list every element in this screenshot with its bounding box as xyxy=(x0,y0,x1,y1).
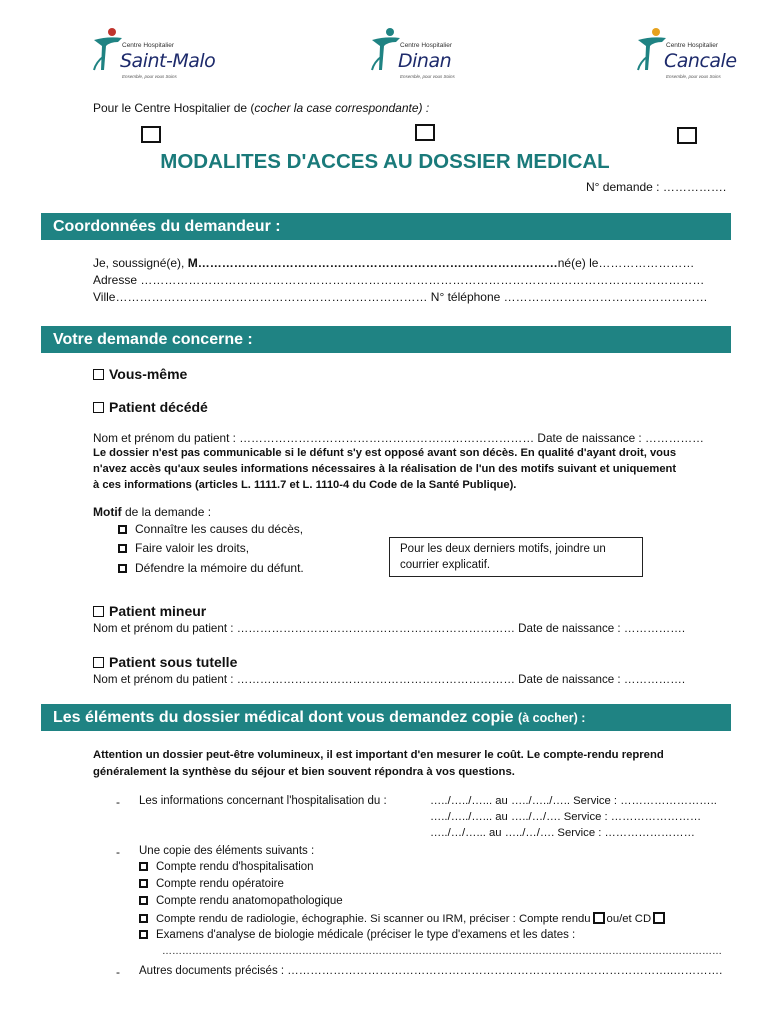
checkbox-dinan[interactable] xyxy=(415,124,435,141)
logo-tagline: Ensemble, pour vous Soins xyxy=(666,74,721,79)
biology-dots-line: …………………………………………………………………………………………………………………………………………………… xyxy=(162,946,722,957)
logo-small-text: Centre Hospitalier xyxy=(122,42,175,49)
motif-item[interactable]: Connaître les causes du décès, xyxy=(118,522,303,536)
copy-item[interactable]: Compte rendu d'hospitalisation xyxy=(139,861,314,873)
copy-label: Une copie des éléments suivants : xyxy=(139,845,315,857)
checkbox-tutelle[interactable] xyxy=(93,657,104,668)
checkbox-cr-radiologie[interactable] xyxy=(139,914,148,923)
copy-item[interactable]: Examens d'analyse de biologie médicale (préciser le type d'examens et les dates : xyxy=(139,929,575,941)
requester-name-line: Je, soussigné(e), M………………………………………………………………………………né(e) le…………………… xyxy=(93,256,695,270)
logo-saint-malo xyxy=(90,26,230,82)
checkbox-motif-causes[interactable] xyxy=(118,525,127,534)
checkbox-self[interactable] xyxy=(93,369,104,380)
logo-dinan xyxy=(368,26,488,82)
section-header-elements: Les éléments du dossier médical dont vous demandez copie (à cocher) : xyxy=(41,704,731,731)
option-tutelle[interactable]: Patient sous tutelle xyxy=(93,654,237,670)
deceased-warning-1: Le dossier n'est pas communicable si le défunt s'y est opposé avant son décès. En qualité d'ayant droit, vous xyxy=(93,447,677,459)
hospitalisation-label: Les informations concernant l'hospitalisation du : xyxy=(139,795,387,807)
logo-name: Dinan xyxy=(398,50,452,72)
requester-city-line: Ville…………………………………………………………………… N° téléphone …………………………………………… xyxy=(93,290,708,304)
hospital-figure-icon xyxy=(90,26,124,82)
hospitalisation-row: …../…../…... au …../…../….. Service : …………………….. xyxy=(430,795,717,807)
option-self[interactable]: Vous-même xyxy=(93,366,187,382)
elements-warning-1: Attention un dossier peut-être volumineux, il est important d'en mesurer le coût. Le compte-rendu reprend xyxy=(93,749,664,761)
deceased-warning-2: n'avez accès qu'aux seules informations nécessaires à la réalisation de l'un des motifs suivant et uniquement xyxy=(93,463,677,475)
copy-item[interactable]: Compte rendu opératoire xyxy=(139,878,284,890)
checkbox-compte-rendu[interactable] xyxy=(593,912,605,924)
requester-address-line: Adresse …………………………………………………………………………………………………………………………… xyxy=(93,273,705,287)
tutelle-name-line: Nom et prénom du patient : ……………………………………………………………… Date de naissance : ……………. xyxy=(93,673,686,686)
checkbox-motif-memory[interactable] xyxy=(118,564,127,573)
checkbox-saint-malo[interactable] xyxy=(141,126,161,143)
motif-note-box: Pour les deux derniers motifs, joindre un courrier explicatif. xyxy=(389,537,643,577)
logo-small-text: Centre Hospitalier xyxy=(666,42,719,49)
copy-item[interactable]: Compte rendu anatomopathologique xyxy=(139,895,343,907)
section-header-requester: Coordonnées du demandeur : xyxy=(41,213,731,240)
dash: - xyxy=(116,845,120,859)
section-header-concern: Votre demande concerne : xyxy=(41,326,731,353)
checkbox-deceased[interactable] xyxy=(93,402,104,413)
copy-item-radiology[interactable]: Compte rendu de radiologie, échographie. Si scanner ou IRM, préciser : Compte rendu ou/et CD xyxy=(139,912,667,925)
deceased-name-line: Nom et prénom du patient : ………………………………………………………………… Date de naissance : …………… xyxy=(93,431,704,445)
logo-name: Saint-Malo xyxy=(120,50,216,72)
motif-label: Motif de la demande : xyxy=(93,505,212,519)
dash: - xyxy=(116,795,120,809)
logo-tagline: Ensemble, pour vous Soins xyxy=(400,74,455,79)
motif-item[interactable]: Faire valoir les droits, xyxy=(118,541,249,555)
checkbox-motif-rights[interactable] xyxy=(118,544,127,553)
checkbox-cr-hospitalisation[interactable] xyxy=(139,862,148,871)
option-minor[interactable]: Patient mineur xyxy=(93,603,206,619)
checkbox-minor[interactable] xyxy=(93,606,104,617)
checkbox-cr-operatoire[interactable] xyxy=(139,879,148,888)
option-deceased[interactable]: Patient décédé xyxy=(93,399,208,415)
checkbox-biologie[interactable] xyxy=(139,930,148,939)
hospitalisation-row: …../…../…... au …../…/…. Service : …………………… xyxy=(430,811,702,823)
other-documents-line: Autres documents précisés : ………………………………………………………………………………………..…………. xyxy=(139,965,723,977)
page-title: MODALITES D'ACCES AU DOSSIER MEDICAL xyxy=(160,150,610,173)
hospitalisation-row: …../…/…... au …../…/…. Service : …………………… xyxy=(430,827,695,839)
logo-name: Cancale xyxy=(664,50,737,72)
motif-item[interactable]: Défendre la mémoire du défunt. xyxy=(118,561,304,575)
deceased-warning-3: à ces informations (articles L. 1111.7 et L. 1110-4 du Code de la Santé Publique). xyxy=(93,479,517,491)
hospital-figure-icon xyxy=(368,26,402,82)
logo-tagline: Ensemble, pour vous Soins xyxy=(122,74,177,79)
elements-warning-2: généralement la synthèse du séjour et bien souvent répondra à vos questions. xyxy=(93,766,515,778)
hospital-figure-icon xyxy=(634,26,668,82)
minor-name-line: Nom et prénom du patient : ……………………………………………………………… Date de naissance : ……………. xyxy=(93,622,686,635)
logo-cancale xyxy=(634,26,744,82)
checkbox-cr-anatomopathologique[interactable] xyxy=(139,896,148,905)
dash: - xyxy=(116,965,120,979)
intro-line: Pour le Centre Hospitalier de (cocher la case correspondante) : xyxy=(93,101,430,115)
checkbox-cd[interactable] xyxy=(653,912,665,924)
logo-small-text: Centre Hospitalier xyxy=(400,42,453,49)
checkbox-cancale[interactable] xyxy=(677,127,697,144)
demand-number: N° demande : ……………. xyxy=(586,180,727,194)
